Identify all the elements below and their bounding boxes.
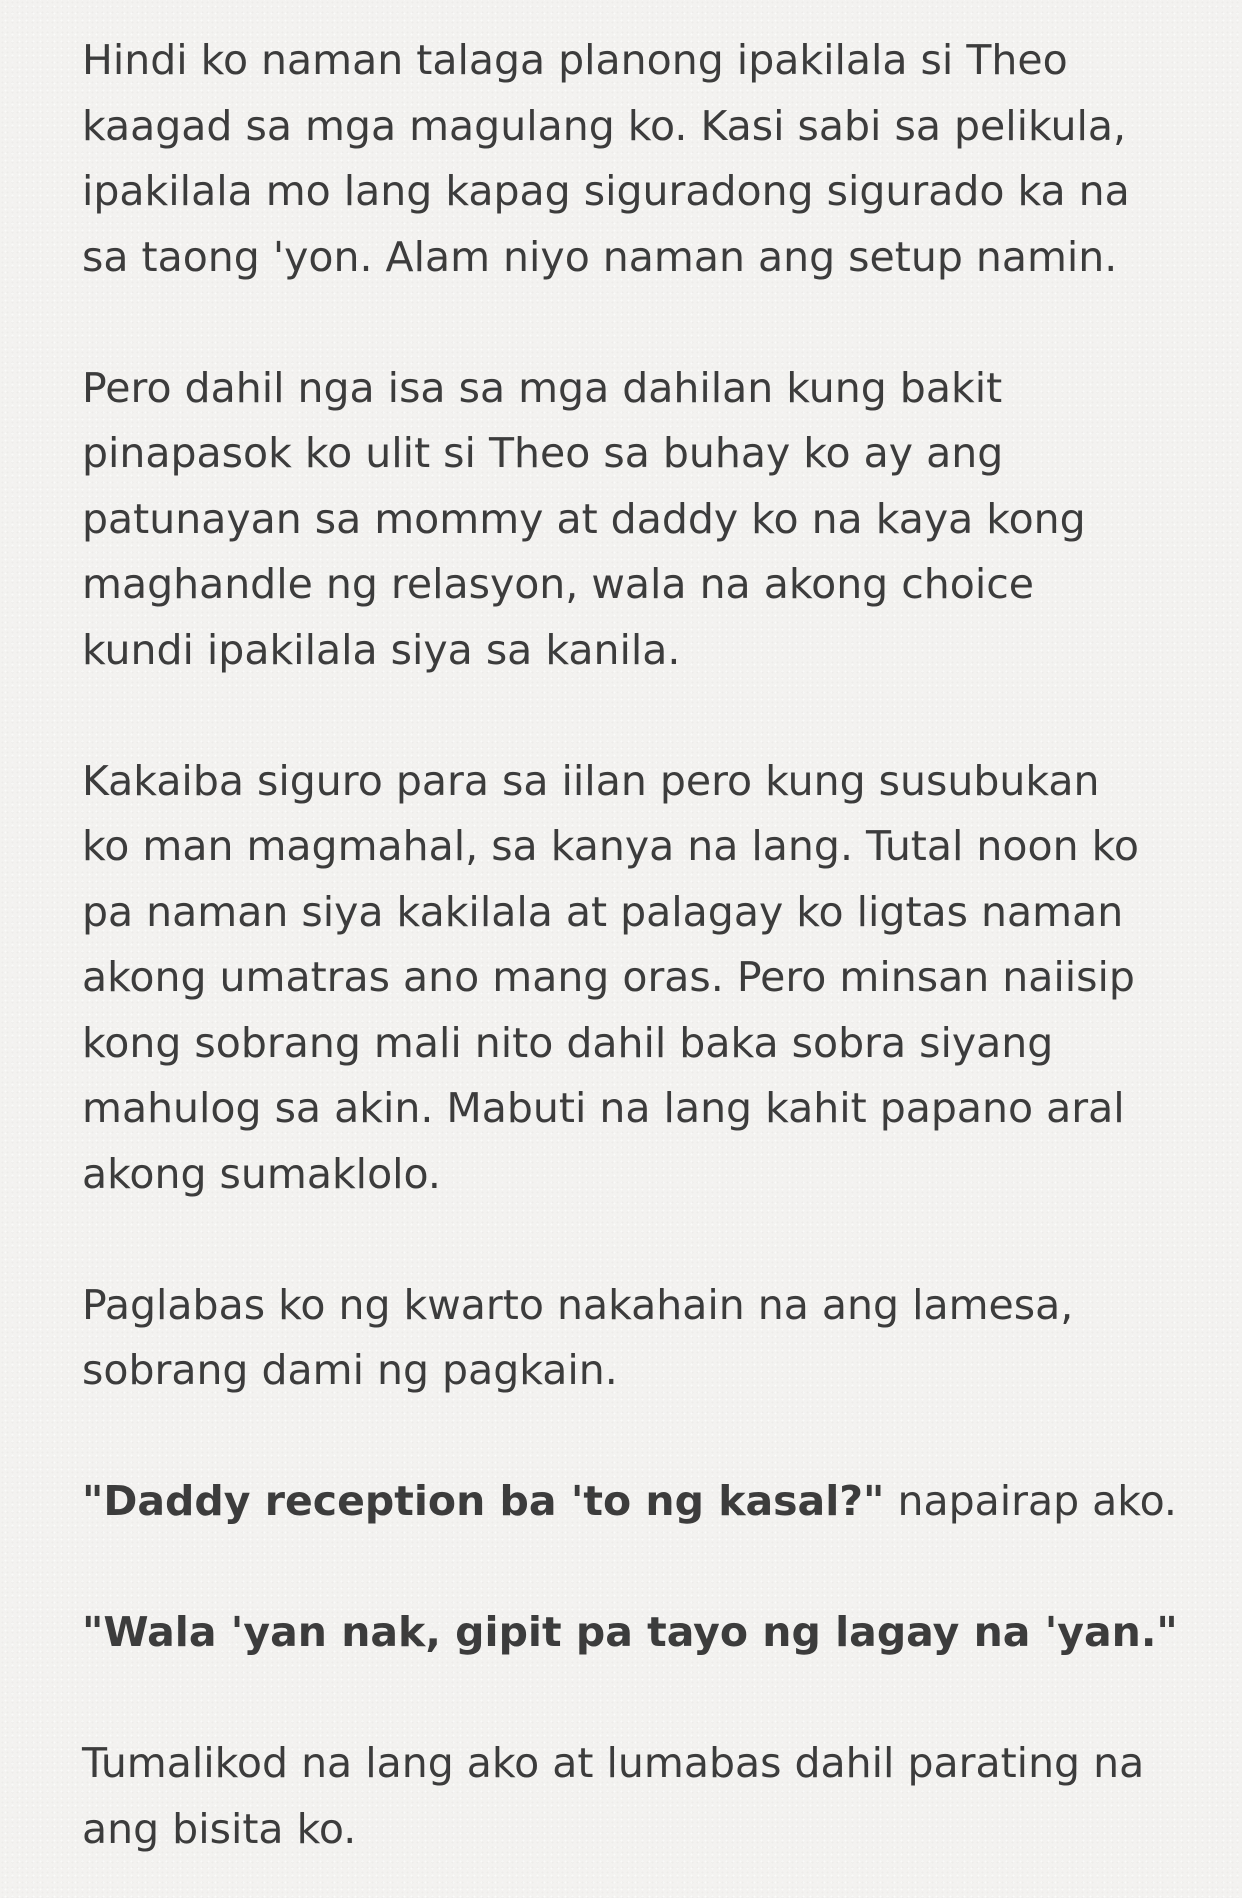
text-line: ang bisita ko.: [82, 1804, 357, 1853]
paragraph: [82, 1731, 1192, 1862]
paragraph: [82, 1273, 1192, 1404]
text-line: akong sumaklolo.: [82, 1149, 441, 1198]
text-line: ipakilala mo lang kapag siguradong sigurado ka na: [82, 167, 1130, 215]
text-line: pa naman siya kakilala at palagay ko ligtas naman: [82, 887, 1124, 936]
text-line: pinapasok ko ulit si Theo sa buhay ko ay ang: [82, 429, 1004, 477]
text-line: Kakaiba siguro para sa iilan pero kung susubukan: [82, 756, 1100, 805]
text-line: Hindi ko naman talaga planong ipakilala si Theo: [82, 36, 1068, 84]
narration-tail: napairap ako.: [884, 1477, 1177, 1525]
text-line: Pero dahil nga isa sa mga dahilan kung bakit: [82, 363, 1003, 412]
text-line: sobrang dami ng pagkain.: [82, 1346, 618, 1394]
text-line: ko man magmahal, sa kanya na lang. Tutal noon ko: [82, 822, 1139, 870]
dialogue-quote: "Wala 'yan nak, gipit pa tayo ng lagay na 'yan.": [82, 1608, 1178, 1656]
dialogue-quote: "Daddy reception ba 'to ng kasal?": [82, 1477, 885, 1525]
text-line: akong umatras ano mang oras. Pero minsan naiisip: [82, 953, 1135, 1001]
document-body: [82, 28, 1192, 1862]
dialogue-paragraph: [82, 1600, 1192, 1666]
text-line: maghandle ng relasyon, wala na akong choice: [82, 560, 1035, 608]
text-line: Paglabas ko ng kwarto nakahain na ang lamesa,: [82, 1280, 1074, 1329]
text-line: Tumalikod na lang ako at lumabas dahil parating na: [82, 1739, 1145, 1787]
paragraph: [82, 749, 1192, 1208]
text-line: patunayan sa mommy at daddy ko na kaya kong: [82, 494, 1086, 543]
paragraph: [82, 356, 1192, 684]
text-line: mahulog sa akin. Mabuti na lang kahit papano aral: [82, 1084, 1125, 1132]
text-line: kaagad sa mga magulang ko. Kasi sabi sa pelikula,: [82, 101, 1127, 150]
text-line: [82, 1469, 1192, 1535]
text-line: kong sobrang mali nito dahil baka sobra siyang: [82, 1018, 1054, 1067]
dialogue-paragraph: [82, 1469, 1192, 1535]
text-line: sa taong 'yon. Alam niyo naman ang setup namin.: [82, 232, 1118, 281]
text-line: kundi ipakilala siya sa kanila.: [82, 625, 681, 674]
paragraph: [82, 28, 1192, 290]
